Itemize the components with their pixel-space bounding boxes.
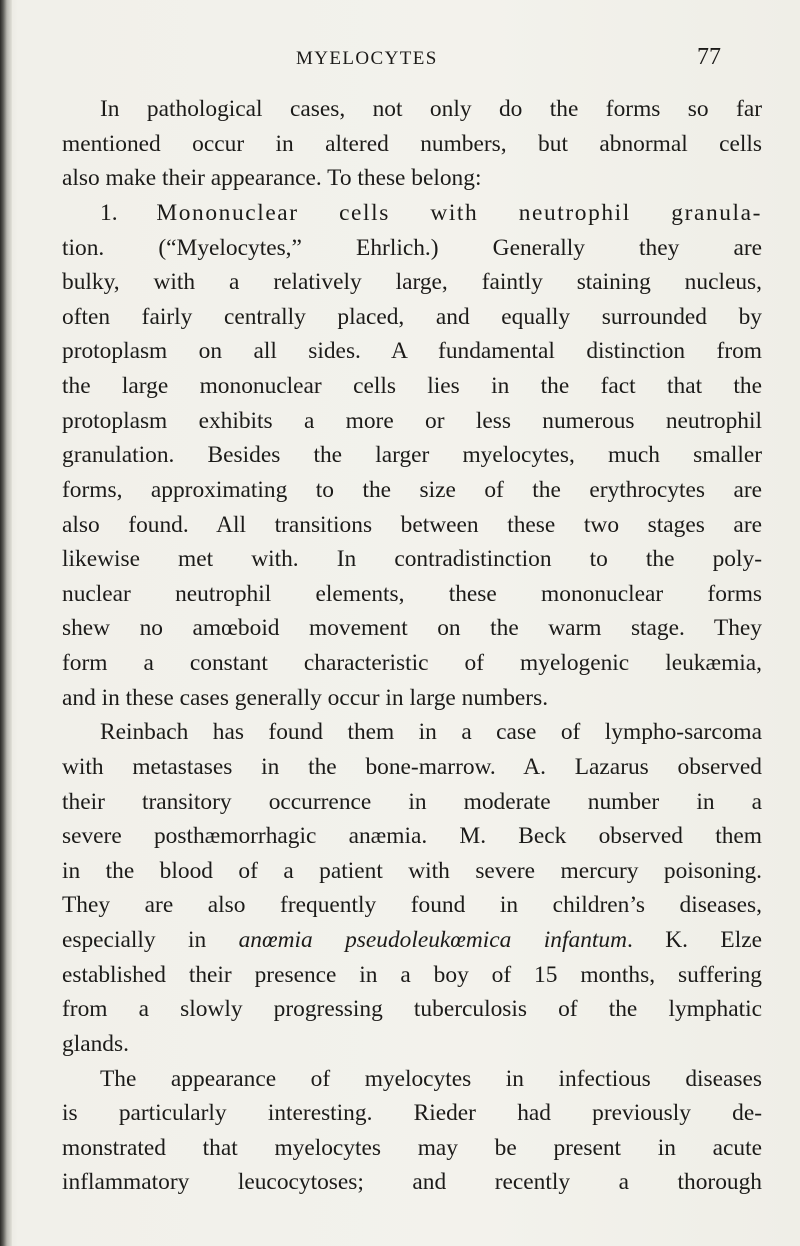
text-line: shew no amœboid movement on the warm stage. They (62, 615, 762, 642)
text-line: forms, approximating to the size of the erythrocytes are (62, 476, 762, 503)
text-line: They are also frequently found in children’s diseases, (62, 892, 762, 919)
text-segment: 1. (100, 199, 157, 226)
text-line: and in these cases generally occur in large numbers. (62, 684, 549, 711)
text-line: with metastases in the bone-marrow. A. Lazarus observed (62, 753, 762, 780)
text-line: Reinbach has found them in a case of lympho-sarcoma (100, 719, 762, 746)
text-line: often fairly centrally placed, and equally surrounded by (62, 303, 762, 330)
running-head (0, 46, 800, 76)
text-line: is particularly interesting. Rieder had previously de- (62, 1100, 762, 1127)
text-line: bulky, with a relatively large, faintly staining nucleus, (62, 269, 762, 296)
text-line: also found. All transitions between these two stages are (62, 511, 762, 538)
text-line: likewise met with. In contradistinction to the poly- (62, 546, 762, 573)
text-line: inflammatory leucocytoses; and recently a thorough (62, 1169, 762, 1196)
text-segment: especially in (62, 927, 239, 953)
text-line: the large mononuclear cells lies in the fact that the (62, 373, 762, 399)
text-line: mentioned occur in altered numbers, but abnormal cells (62, 130, 762, 157)
text-segment: . K. Elze (626, 927, 762, 953)
text-line: their transitory occurrence in moderate number in a (62, 788, 762, 815)
text-line: The appearance of myelocytes in infectious diseases (100, 1065, 762, 1092)
body-text (62, 92, 762, 1200)
text-line (62, 923, 762, 958)
text-line: glands. (62, 1030, 129, 1057)
text-line: protoplasm on all sides. A fundamental distinction from (62, 338, 762, 365)
text-segment: Mononuclear cells with neutrophil granula- (156, 199, 763, 226)
text-line: form a constant characteristic of myelogenic leukæmia, (62, 650, 762, 676)
page-binding-edge (0, 0, 12, 1246)
text-line: severe posthæmorrhagic anæmia. M. Beck observed them (62, 823, 762, 850)
text-line: In pathological cases, not only do the forms so far (100, 96, 762, 122)
text-line (62, 196, 762, 231)
chapter-title: MYELOCYTES (296, 48, 438, 69)
page-number: 77 (697, 44, 721, 70)
text-line: established their presence in a boy of 15 months, suffering (62, 961, 762, 988)
text-line: from a slowly progressing tuberculosis of the lymphatic (62, 996, 762, 1023)
text-line: monstrated that myelocytes may be present in acute (62, 1134, 762, 1161)
text-line: protoplasm exhibits a more or less numerous neutrophil (62, 407, 762, 434)
text-line: nuclear neutrophil elements, these mononuclear forms (62, 580, 762, 607)
text-line: also make their appearance. To these belong: (62, 165, 482, 192)
text-line: tion. (“Myelocytes,” Ehrlich.) Generally they are (62, 234, 762, 261)
text-line: granulation. Besides the larger myelocytes, much smaller (62, 442, 762, 469)
italic-text: anœmia pseudoleukœmica infantum (238, 927, 627, 953)
text-line: in the blood of a patient with severe mercury poisoning. (62, 857, 762, 884)
